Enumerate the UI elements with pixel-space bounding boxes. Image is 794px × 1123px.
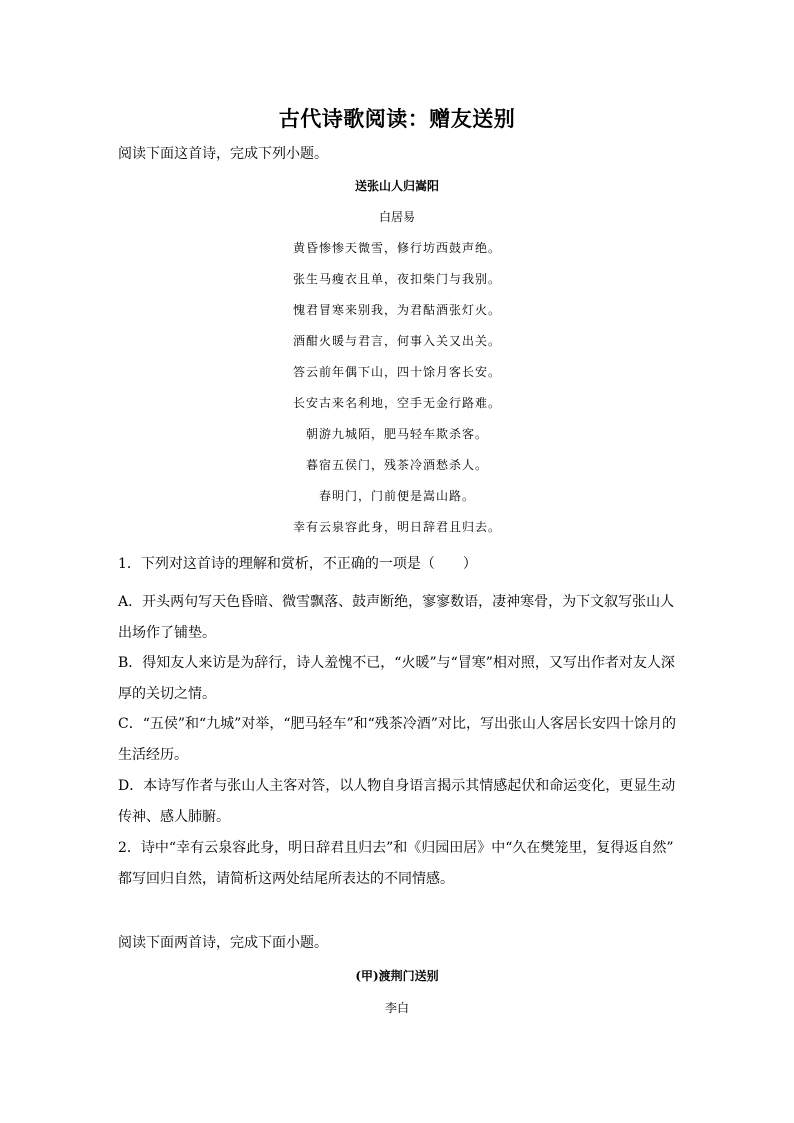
poem-1-line: 黄昏惨惨天微雪，修行坊西鼓声绝。 bbox=[292, 241, 501, 255]
question-2-line: 都写回归自然，请简析这两处结尾所表达的不同情感。 bbox=[118, 871, 454, 887]
option-line: 厚的关切之情。 bbox=[118, 686, 216, 702]
poem-1-line: 愧君冒寒来别我，为君酤酒张灯火。 bbox=[292, 303, 501, 317]
question-1-option-c bbox=[118, 709, 678, 771]
poem-2-title: (甲)渡荆门送别 bbox=[355, 969, 439, 983]
instruction-2: 阅读下面两首诗，完成下面小题。 bbox=[118, 935, 328, 951]
question-1-option-b bbox=[118, 648, 678, 710]
option-line: 生活经历。 bbox=[118, 747, 188, 763]
poem-1-line: 春明门，门前便是嵩山路。 bbox=[318, 489, 475, 503]
question-2 bbox=[118, 833, 678, 895]
poem-1-line: 张生马瘦衣且单，夜扣柴门与我别。 bbox=[292, 272, 501, 286]
page-title: 古代诗歌阅读：赠友送别 bbox=[278, 106, 516, 131]
question-1-option-d bbox=[118, 771, 678, 833]
instruction-1: 阅读下面这首诗，完成下列小题。 bbox=[118, 146, 328, 162]
option-line: B．得知友人来访是为辞行，诗人羞愧不已，“火暖”与“冒寒”相对照，又写出作者对友人深 bbox=[118, 655, 675, 671]
poem-1-line: 幸有云泉容此身，明日辞君且归去。 bbox=[292, 520, 501, 534]
option-line: 传神、感人肺腑。 bbox=[118, 809, 230, 825]
poem-1-line: 暮宿五侯门，残茶冷酒愁杀人。 bbox=[305, 458, 488, 472]
poem-1-author: 白居易 bbox=[378, 210, 415, 224]
question-1-option-a bbox=[118, 587, 678, 649]
poem-1-title: 送张山人归嵩阳 bbox=[354, 179, 439, 193]
poem-1-line: 答云前年偶下山，四十馀月客长安。 bbox=[292, 365, 501, 379]
option-line: D．本诗写作者与张山人主客对答，以人物自身语言揭示其情感起伏和命运变化，更显生动 bbox=[118, 778, 676, 794]
poem-2-author: 李白 bbox=[384, 1001, 409, 1015]
poem-1-line: 长安古来名利地，空手无金行路难。 bbox=[292, 396, 501, 410]
question-2-line: 2．诗中“幸有云泉容此身，明日辞君且归去”和《归园田居》中“久在樊笼里，复得返自然” bbox=[118, 840, 674, 856]
option-line: C．“五侯”和“九城”对举，“肥马轻车”和“残茶冷酒”对比，写出张山人客居长安四十馀月的 bbox=[118, 716, 676, 732]
poem-1-line: 朝游九城陌，肥马轻车欺杀客。 bbox=[305, 427, 488, 441]
option-line: 出场作了铺垫。 bbox=[118, 625, 216, 641]
poem-1-line: 酒酣火暖与君言，何事入关又出关。 bbox=[292, 334, 501, 348]
option-line: A．开头两句写天色昏暗、微雪飘落、鼓声断绝，寥寥数语，凄神寒骨，为下文叙写张山人 bbox=[118, 594, 675, 610]
question-1-stem: 1．下列对这首诗的理解和赏析，不正确的一项是（ ） bbox=[118, 556, 477, 572]
